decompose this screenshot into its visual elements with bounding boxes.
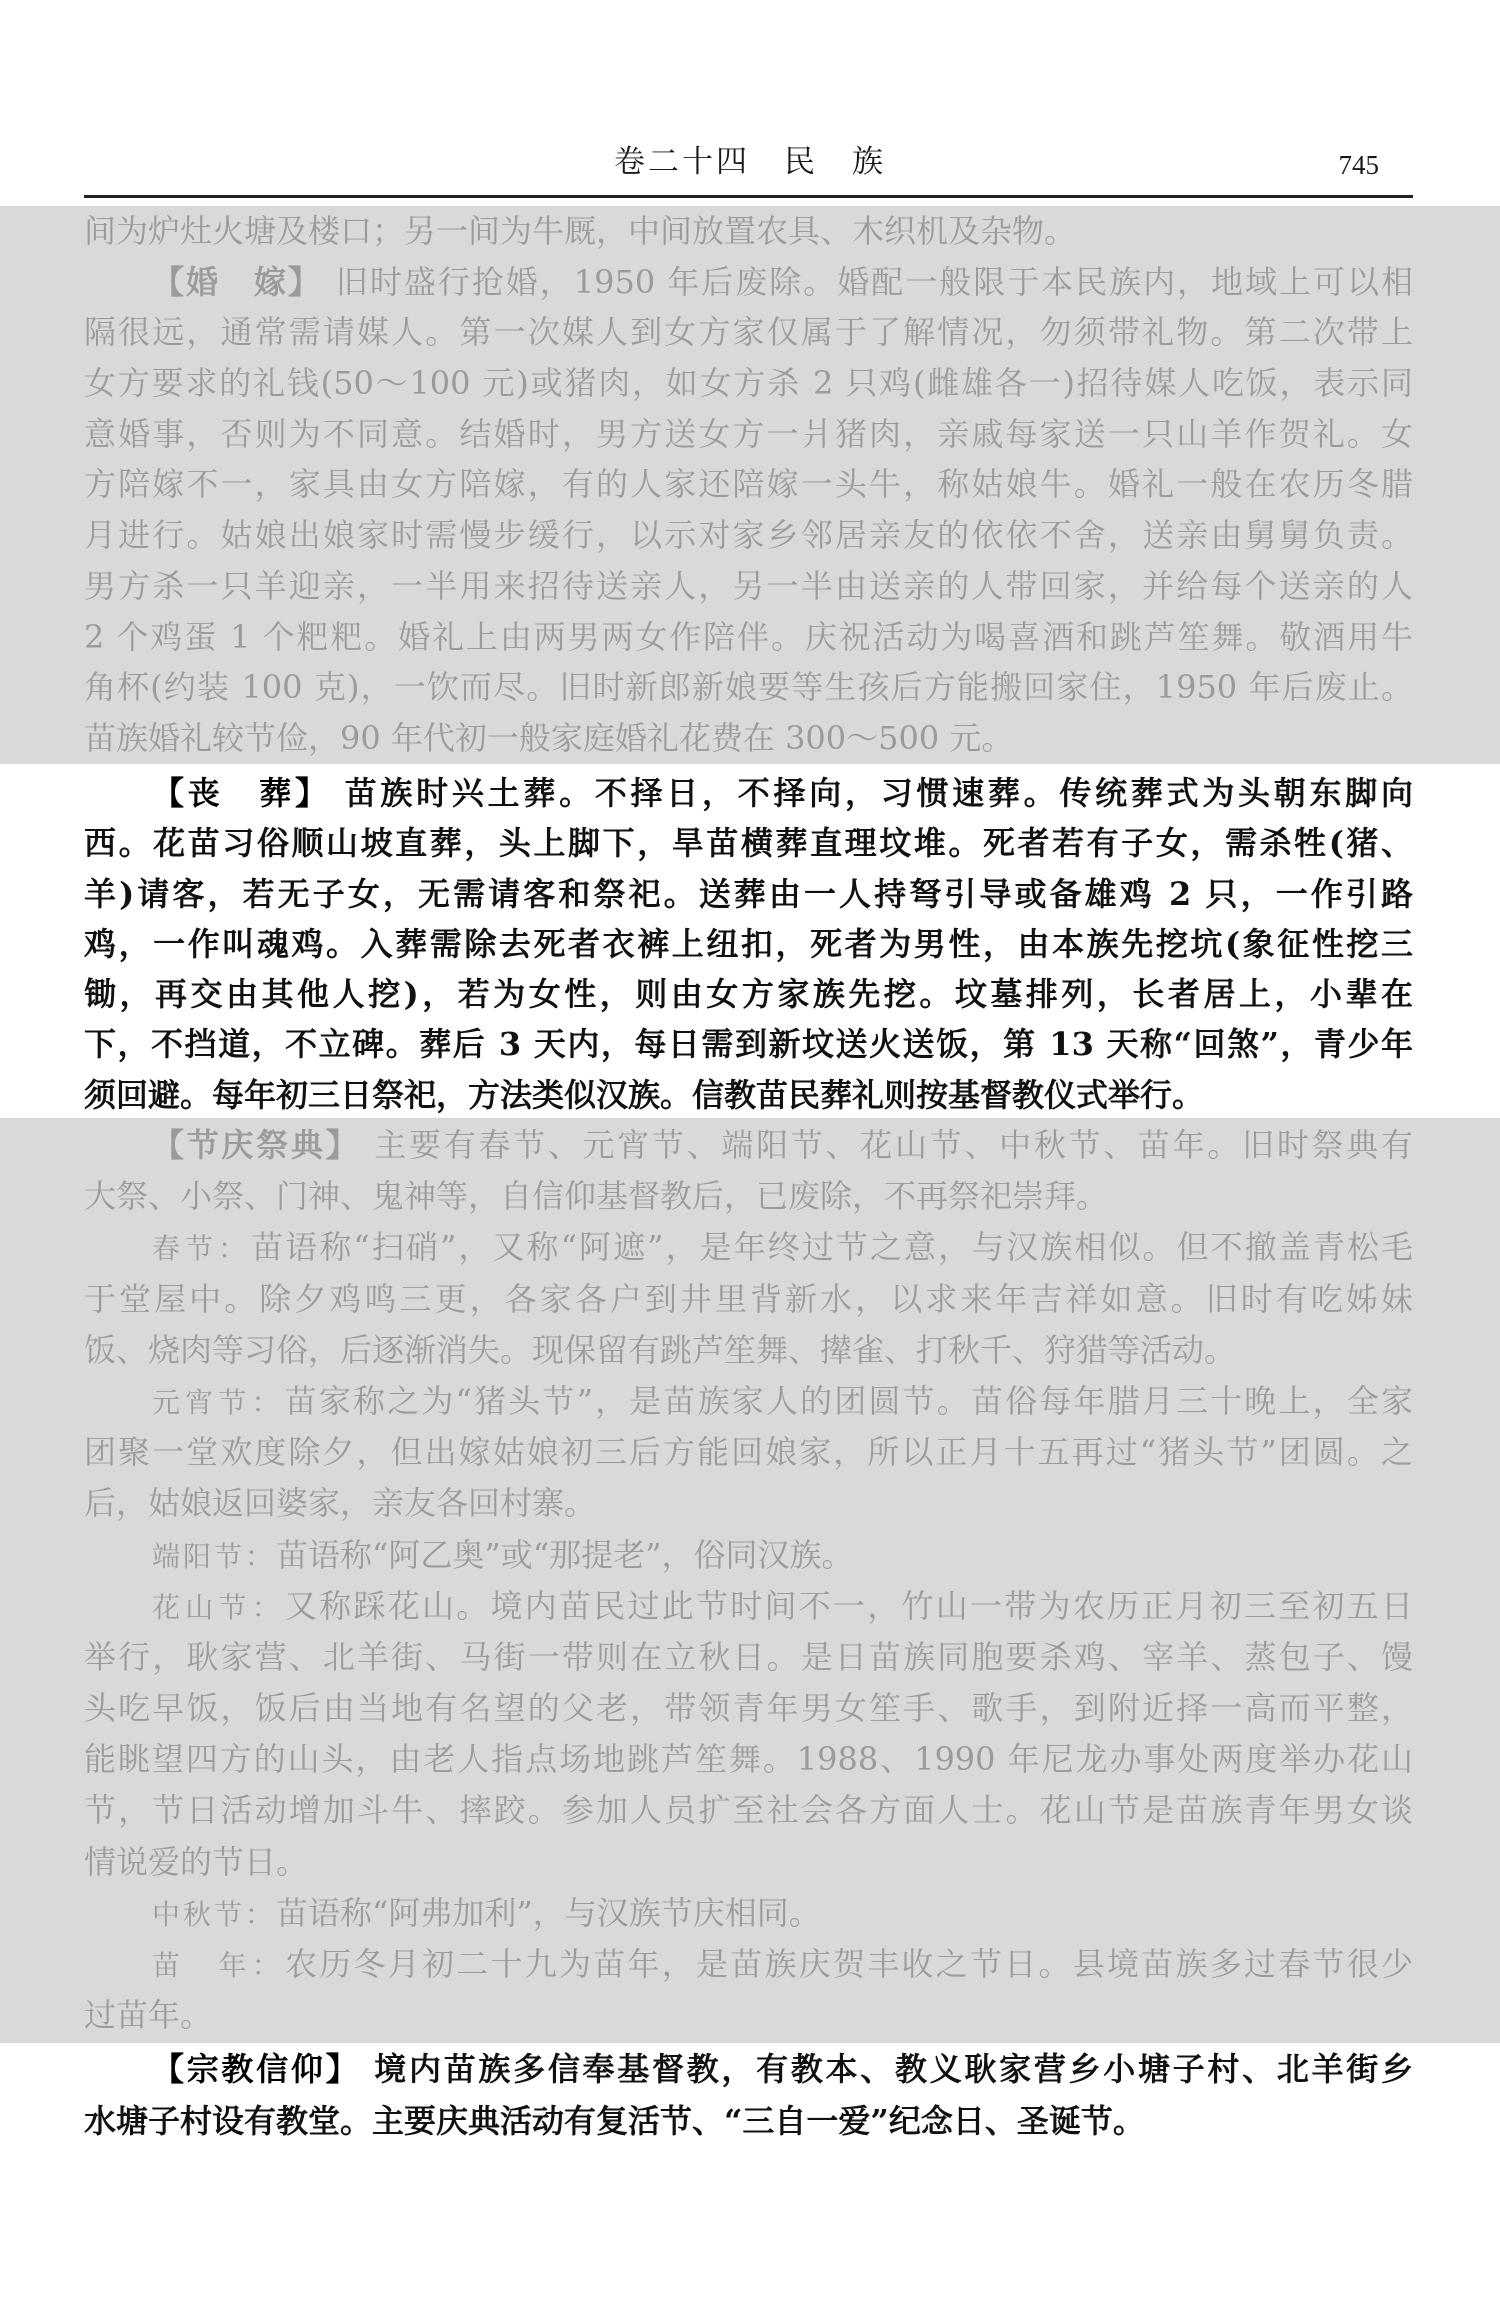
festival-lead-line [84,1581,1413,1632]
text-line: 须回避。每年初三日祭祀，方法类似汉族。信教苗民葬礼则按基督教仪式举行。 [84,1075,1205,1114]
paragraph-lead-line [84,2043,1413,2095]
festival-lead-line [84,1222,1413,1273]
text-line: 能眺望四方的山头，由老人指点场地跳芦笙舞。1988、1990 年尼龙办事处两度举办花山 [84,1740,1413,1779]
section-heading: 【节庆祭典】 [152,1126,361,1164]
text-line: 情说爱的节日。 [84,1842,309,1881]
festival-label: 端阳节： [152,1539,277,1573]
festival-lead-line [84,1530,1413,1581]
text-line: 女方要求的礼钱(50～100 元)或猪肉，如女方杀 2 只鸡(雌雄各一)招待媒人吃饭，表示同 [84,364,1413,403]
text-line: 水塘子村设有教堂。主要庆典活动有复活节、“三自一爱”纪念日、圣诞节。 [84,2102,1145,2140]
page-number: 745 [1338,150,1379,180]
text-line: 男方杀一只羊迎亲，一半用来招待送亲人，另一半由送亲的人带回家，并给每个送亲的人 [84,566,1413,605]
festival-lead-line [84,1376,1413,1427]
text-line: 节，节日活动增加斗牛、摔跤。参加人员扩至社会各方面人士。花山节是苗族青年男女谈 [84,1791,1413,1830]
text-run: 又称踩花山。境内苗民过此节时间不一，竹山一带为农历正月初三至初五日 [285,1586,1413,1625]
plain-band [0,2043,1500,2312]
text-line: 羊)请客，若无子女，无需请客和祭祀。送葬由一人持弩引导或备雄鸡 2 只，一作引路 [84,874,1413,913]
festival-lead-line [84,1939,1413,1990]
text-run: 苗家称之为“猪头节”，是苗族家人的团圆节。苗俗每年腊月三十晚上，全家 [284,1381,1413,1420]
festival-label: 中秋节： [152,1897,277,1931]
text-line: 意婚事，否则为不同意。结婚时，男方送女方一爿猪肉，亲戚每家送一只山羊作贺礼。女 [84,414,1413,453]
text-run: 主要有春节、元宵节、端阳节、花山节、中秋节、苗年。旧时祭典有 [374,1126,1413,1164]
section-heading: 【婚 嫁】 [152,262,322,301]
section-heading: 【丧 葬】 [152,774,331,812]
paragraph-lead-line [84,257,1413,308]
text-line: 大祭、小祭、门神、鬼神等，自信仰基督教后，已废除，不再祭祀崇拜。 [84,1177,1109,1216]
festival-label: 苗 年： [152,1949,285,1982]
text-line: 于堂屋中。除夕鸡鸣三更，各家各户到井里背新水，以求来年吉祥如意。旧时有吃姊妹 [84,1279,1413,1318]
text-run: 旧时盛行抢婚，1950 年后废除。婚配一般限于本民族内，地域上可以相 [335,262,1413,301]
text-line: 苗族婚礼较节俭，90 年代初一般家庭婚礼花费在 300～500 元。 [84,718,1014,757]
text-line: 角杯(约装 100 克)，一饮而尽。旧时新郎新娘要等生孩后方能搬回家住，1950 年后废止。 [84,668,1413,707]
text-line: 团聚一堂欢度除夕，但出嫁姑娘初三后方能回娘家，所以正月十五再过“猪头节”团圆。之 [84,1433,1413,1472]
section-heading: 【宗教信仰】 [152,2050,361,2088]
text-run: 苗语称“扫硝”，又称“阿遮”，是年终过节之意，与汉族相似。但不撤盖青松毛 [251,1228,1413,1267]
text-line: 西。花苗习俗顺山坡直葬，头上脚下，旱苗横葬直理坟堆。死者若有子女，需杀牲(猪、 [84,824,1413,863]
text-line: 鸡，一作叫魂鸡。入葬需除去死者衣裤上纽扣，死者为男性，由本族先挖坑(象征性挖三 [84,924,1413,963]
text-line: 头吃早饭，饭后由当地有名望的父老，带领青年男女笙手、歌手，到附近择一高而平整， [84,1689,1413,1728]
text-run: 苗语称“阿弗加利”，与汉族节庆相同。 [276,1893,821,1932]
text-line: 方陪嫁不一，家具由女方陪嫁，有的人家还陪嫁一头牛，称姑娘牛。婚礼一般在农历冬腊 [84,465,1413,504]
plain-band [0,764,1500,1118]
text-line: 过苗年。 [84,1996,213,2035]
paragraph-lead-line [84,1120,1413,1171]
shaded-band [0,1118,1500,2043]
text-run: 农历冬月初二十九为苗年，是苗族庆贺丰收之节日。县境苗族多过春节很少 [285,1945,1413,1983]
shaded-band [0,206,1500,764]
text-line: 举行，耿家营、北羊街、马街一带则在立秋日。是日苗族同胞要杀鸡、宰羊、蒸包子、馒 [84,1637,1413,1676]
text-run: 境内苗族多信奉基督教，有教本、教义耿家营乡小塘子村、北羊街乡 [374,2050,1413,2088]
festival-label: 春节： [152,1232,252,1266]
text-line: 后，姑娘返回婆家，亲友各回村寨。 [84,1484,597,1523]
text-line: 饭、烧肉等习俗，后逐渐消失。现保留有跳芦笙舞、撵雀、打秋千、狩猎等活动。 [84,1330,1237,1369]
paragraph-lead-line [84,768,1413,818]
running-title: 卷二十四 民 族 [614,144,886,180]
text-run: 苗语称“阿乙奥”或“那提老”，俗同汉族。 [276,1535,854,1574]
text-line: 月进行。姑娘出娘家时需慢步缓行，以示对家乡邻居亲友的依依不舍，送亲由舅舅负责。 [84,516,1413,555]
text-line: 下，不挡道，不立碑。葬后 3 天内，每日需到新坟送火送饭，第 13 天称“回煞”，青少年 [84,1025,1413,1064]
text-line: 隔很远，通常需请媒人。第一次媒人到女方家仅属于了解情况，勿须带礼物。第二次带上 [84,313,1413,352]
text-run: 苗族时兴土葬。不择日，不择向，习惯速葬。传统葬式为头朝东脚向 [344,774,1413,812]
festival-label: 花山节： [152,1590,285,1624]
festival-label: 元宵节： [152,1385,285,1419]
text-line: 2 个鸡蛋 1 个粑粑。婚礼上由两男两女作陪伴。庆祝活动为喝喜酒和跳芦笙舞。敬酒用牛 [84,617,1413,656]
text-line: 锄，再交由其他人挖)，若为女性，则由女方家族先挖。坟墓排列，长者居上，小辈在 [84,975,1413,1014]
festival-lead-line [84,1888,1413,1939]
text-line: 间为炉灶火塘及楼口；另一间为牛厩，中间放置农具、木织机及杂物。 [84,212,1077,250]
header-rule [84,195,1413,198]
